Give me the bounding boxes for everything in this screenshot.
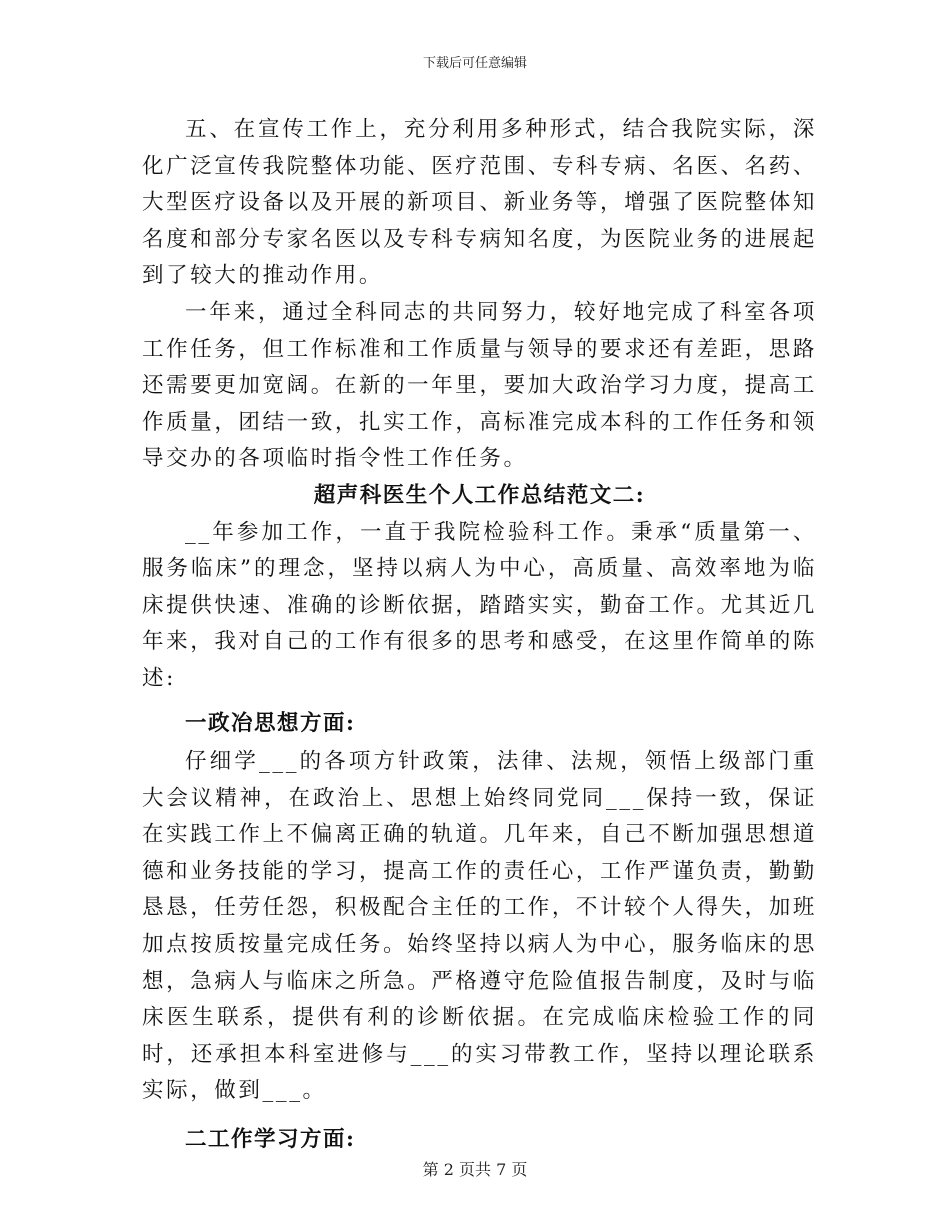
document-body (142, 112, 817, 1161)
page-header: 下载后可任意编辑 (422, 56, 527, 71)
paragraph-introduction: __年参加工作，一直于我院检验科工作。秉承“质量第一、服务临床”的理念，坚持以病人为中心，高质量、高效率地为临床提供快速、准确的诊断依据，踏踏实实，勤奋工作。尤其近几年来，我对自己的工作有很多的思考和感受，在这里作简单的陈述: (142, 519, 817, 691)
subheading-work-study: 二工作学习方面: (185, 1127, 356, 1153)
paragraph-political-thought: 仔细学___的各项方针政策，法律、法规，领悟上级部门重大会议精神，在政治上、思想上始终同党同___保持一致，保证在实践工作上不偏离正确的轨道。几年来，自己不断加强思想道德和业务技能的学习，提高工作的责任心，工作严谨负责，勤勤恳恳，任劳任怨，积极配合主任的工作，不计较个人得失，加班加点按质按量完成任务。始终坚持以病人为中心，服务临床的思想，急病人与临床之所急。严格遵守危险值报告制度，及时与临床医生联系，提供有利的诊断依据。在完成临床检验工作的同时，还承担本科室进修与___的实习带教工作，坚持以理论联系实际，做到___。 (142, 749, 817, 1104)
subheading-political-thought: 一政冶思想方面: (185, 710, 356, 736)
section-title-example-two: 超声科医生个人工作总结范文二: (313, 482, 646, 508)
paragraph-publicity: 五、在宣传工作上，充分利用多种形式，结合我院实际，深化广泛宣传我院整体功能、医疗范围、专科专病、名医、名药、大型医疗设备以及开展的新项目、新业务等，增强了医院整体知名度和部分专家名医以及专科专病知名度，为医院业务的进展起到了较大的推动作用。 (142, 117, 817, 289)
page-footer: 第 2 页共 7 页 (422, 1160, 528, 1179)
paragraph-year-summary: 一年来，通过全科同志的共同努力，较好地完成了科室各项工作任务，但工作标准和工作质量与领导的要求还有差距，思路还需要更加宽阔。在新的一年里，要加大政治学习力度，提高工作质量，团结一致，扎实工作，高标准完成本科的工作任务和领导交办的各项临时指令性工作任务。 (142, 299, 817, 472)
